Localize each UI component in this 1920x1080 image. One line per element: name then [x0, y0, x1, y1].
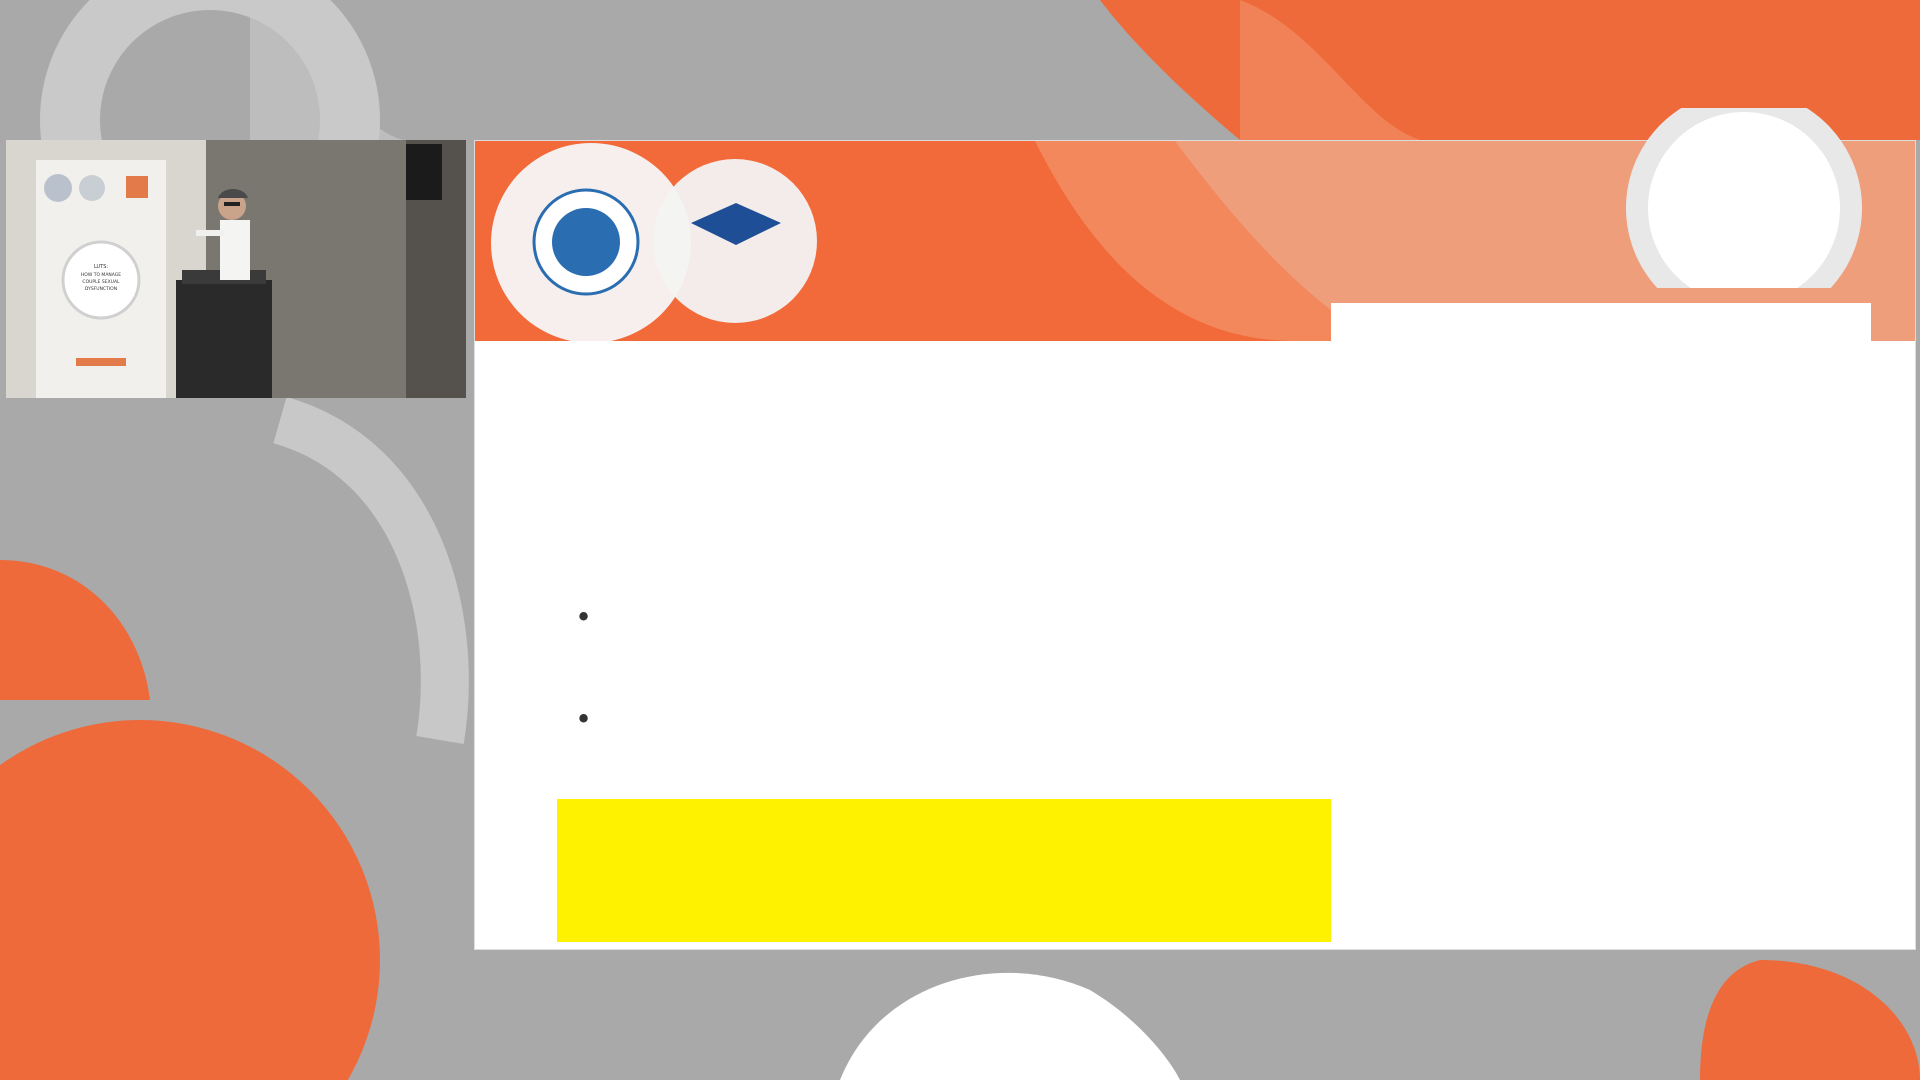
gbd-figure — [1331, 303, 1871, 943]
bullet-item — [575, 595, 1275, 685]
svg-text:DYSFUNCTION: DYSFUNCTION — [84, 287, 118, 292]
svg-text:COUPLE SEXUAL: COUPLE SEXUAL — [82, 280, 120, 285]
speaker-info — [32, 430, 452, 440]
poster-title-text: LUTS: — [93, 264, 109, 270]
speaker-video-scene — [6, 140, 466, 398]
bullet-dot-icon: • — [575, 702, 593, 736]
ibsa-logo — [681, 201, 791, 281]
svg-text:HOW TO MANAGE: HOW TO MANAGE — [80, 273, 122, 278]
event-badge — [1616, 108, 1872, 288]
bullet-item — [575, 697, 1275, 787]
bullet-dot-icon: • — [575, 600, 593, 634]
essm-logo — [531, 187, 641, 297]
prevalence-highlight-box — [557, 799, 1335, 942]
speaker-video — [6, 140, 466, 398]
